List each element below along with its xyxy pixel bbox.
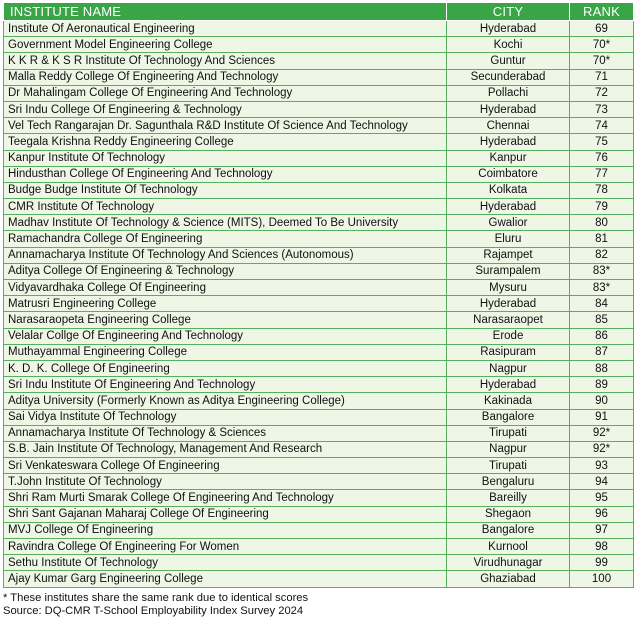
- institute-name-cell: Ramachandra College Of Engineering: [4, 231, 447, 247]
- city-cell: Surampalem: [447, 263, 570, 279]
- institute-name-cell: Teegala Krishna Reddy Engineering College: [4, 134, 447, 150]
- rank-cell: 78: [570, 182, 634, 198]
- table-row: [4, 280, 634, 296]
- footnote: * These institutes share the same rank due to identical scores: [3, 592, 309, 604]
- institute-name-cell: Ajay Kumar Garg Engineering College: [4, 571, 447, 587]
- city-cell: Kakinada: [447, 393, 570, 409]
- table-row: [4, 571, 634, 587]
- table-row: [4, 53, 634, 69]
- table-row: [4, 328, 634, 344]
- institute-name-cell: Annamacharya Institute Of Technology & Sciences: [4, 425, 447, 441]
- table-row: [4, 506, 634, 522]
- city-cell: Ghaziabad: [447, 571, 570, 587]
- rank-cell: 71: [570, 69, 634, 85]
- city-cell: Mysuru: [447, 280, 570, 296]
- table-row: [4, 37, 634, 53]
- header-institute-name: INSTITUTE NAME: [4, 3, 447, 21]
- city-cell: Eluru: [447, 231, 570, 247]
- city-cell: Pollachi: [447, 85, 570, 101]
- institute-name-cell: Muthayammal Engineering College: [4, 344, 447, 360]
- city-cell: Bangalore: [447, 522, 570, 538]
- table-row: [4, 474, 634, 490]
- rank-cell: 86: [570, 328, 634, 344]
- rank-cell: 85: [570, 312, 634, 328]
- city-cell: Bengaluru: [447, 474, 570, 490]
- institute-name-cell: Sri Indu College Of Engineering & Technology: [4, 101, 447, 117]
- table-row: [4, 85, 634, 101]
- rankings-table: [3, 2, 634, 588]
- city-cell: Secunderabad: [447, 69, 570, 85]
- rank-cell: 99: [570, 555, 634, 571]
- table-row: [4, 21, 634, 37]
- city-cell: Shegaon: [447, 506, 570, 522]
- institute-name-cell: Institute Of Aeronautical Engineering: [4, 21, 447, 37]
- rank-cell: 83*: [570, 280, 634, 296]
- city-cell: Rasipuram: [447, 344, 570, 360]
- city-cell: Bangalore: [447, 409, 570, 425]
- table-row: [4, 118, 634, 134]
- institute-name-cell: CMR Institute Of Technology: [4, 199, 447, 215]
- institute-name-cell: MVJ College Of Engineering: [4, 522, 447, 538]
- institute-name-cell: Shri Ram Murti Smarak College Of Engineering And Technology: [4, 490, 447, 506]
- rank-cell: 73: [570, 101, 634, 117]
- rankings-table-container: [3, 2, 633, 588]
- source-line: Source: DQ-CMR T-School Employability Index Survey 2024: [3, 604, 304, 617]
- institute-name-cell: Vel Tech Rangarajan Dr. Sagunthala R&D Institute Of Science And Technology: [4, 118, 447, 134]
- institute-name-cell: Malla Reddy College Of Engineering And Technology: [4, 69, 447, 85]
- header-rank: RANK: [570, 3, 634, 21]
- institute-name-cell: Sai Vidya Institute Of Technology: [4, 409, 447, 425]
- city-cell: Hyderabad: [447, 134, 570, 150]
- table-row: [4, 134, 634, 150]
- rank-cell: 77: [570, 166, 634, 182]
- table-notes: [3, 592, 308, 617]
- rank-cell: 96: [570, 506, 634, 522]
- institute-name-cell: K. D. K. College Of Engineering: [4, 360, 447, 376]
- institute-name-cell: K K R & K S R Institute Of Technology And Sciences: [4, 53, 447, 69]
- table-row: [4, 182, 634, 198]
- institute-name-cell: Kanpur Institute Of Technology: [4, 150, 447, 166]
- city-cell: Kolkata: [447, 182, 570, 198]
- table-row: [4, 409, 634, 425]
- institute-name-cell: Vidyavardhaka College Of Engineering: [4, 280, 447, 296]
- rank-cell: 74: [570, 118, 634, 134]
- table-row: [4, 458, 634, 474]
- institute-name-cell: T.John Institute Of Technology: [4, 474, 447, 490]
- institute-name-cell: Velalar Collge Of Engineering And Technology: [4, 328, 447, 344]
- rank-cell: 82: [570, 247, 634, 263]
- city-cell: Nagpur: [447, 360, 570, 376]
- city-cell: Gwalior: [447, 215, 570, 231]
- table-row: [4, 555, 634, 571]
- city-cell: Kurnool: [447, 539, 570, 555]
- rank-cell: 80: [570, 215, 634, 231]
- table-row: [4, 425, 634, 441]
- rank-cell: 72: [570, 85, 634, 101]
- rank-cell: 92*: [570, 441, 634, 457]
- table-row: [4, 199, 634, 215]
- rank-cell: 90: [570, 393, 634, 409]
- rank-cell: 70*: [570, 53, 634, 69]
- institute-name-cell: Annamacharya Institute Of Technology And Sciences (Autonomous): [4, 247, 447, 263]
- header-city: CITY: [447, 3, 570, 21]
- city-cell: Hyderabad: [447, 296, 570, 312]
- rank-cell: 100: [570, 571, 634, 587]
- city-cell: Bareilly: [447, 490, 570, 506]
- institute-name-cell: Shri Sant Gajanan Maharaj College Of Engineering: [4, 506, 447, 522]
- table-row: [4, 215, 634, 231]
- table-row: [4, 296, 634, 312]
- rank-cell: 75: [570, 134, 634, 150]
- table-row: [4, 360, 634, 376]
- table-header-row: [4, 3, 634, 21]
- city-cell: Coimbatore: [447, 166, 570, 182]
- city-cell: Hyderabad: [447, 21, 570, 37]
- institute-name-cell: Aditya University (Formerly Known as Aditya Engineering College): [4, 393, 447, 409]
- table-row: [4, 101, 634, 117]
- table-row: [4, 150, 634, 166]
- institute-name-cell: Ravindra College Of Engineering For Women: [4, 539, 447, 555]
- city-cell: Nagpur: [447, 441, 570, 457]
- city-cell: Kochi: [447, 37, 570, 53]
- rank-cell: 83*: [570, 263, 634, 279]
- table-row: [4, 441, 634, 457]
- table-row: [4, 393, 634, 409]
- rank-cell: 98: [570, 539, 634, 555]
- city-cell: Chennai: [447, 118, 570, 134]
- rank-cell: 88: [570, 360, 634, 376]
- city-cell: Kanpur: [447, 150, 570, 166]
- table-row: [4, 312, 634, 328]
- table-row: [4, 69, 634, 85]
- table-row: [4, 522, 634, 538]
- table-row: [4, 490, 634, 506]
- rank-cell: 84: [570, 296, 634, 312]
- rank-cell: 69: [570, 21, 634, 37]
- table-row: [4, 247, 634, 263]
- table-row: [4, 377, 634, 393]
- rank-cell: 70*: [570, 37, 634, 53]
- institute-name-cell: Sri Venkateswara College Of Engineering: [4, 458, 447, 474]
- institute-name-cell: Sri Indu Institute Of Engineering And Technology: [4, 377, 447, 393]
- table-row: [4, 263, 634, 279]
- rank-cell: 87: [570, 344, 634, 360]
- rank-cell: 92*: [570, 425, 634, 441]
- city-cell: Guntur: [447, 53, 570, 69]
- rank-cell: 95: [570, 490, 634, 506]
- rank-cell: 79: [570, 199, 634, 215]
- institute-name-cell: Aditya College Of Engineering & Technology: [4, 263, 447, 279]
- institute-name-cell: S.B. Jain Institute Of Technology, Management And Research: [4, 441, 447, 457]
- table-row: [4, 344, 634, 360]
- city-cell: Erode: [447, 328, 570, 344]
- city-cell: Hyderabad: [447, 199, 570, 215]
- table-row: [4, 539, 634, 555]
- rank-cell: 76: [570, 150, 634, 166]
- city-cell: Narasaraopet: [447, 312, 570, 328]
- city-cell: Tirupati: [447, 458, 570, 474]
- city-cell: Virudhunagar: [447, 555, 570, 571]
- rank-cell: 97: [570, 522, 634, 538]
- institute-name-cell: Matrusri Engineering College: [4, 296, 447, 312]
- rank-cell: 91: [570, 409, 634, 425]
- rank-cell: 89: [570, 377, 634, 393]
- rank-cell: 81: [570, 231, 634, 247]
- table-body: [4, 21, 634, 588]
- institute-name-cell: Hindusthan College Of Engineering And Technology: [4, 166, 447, 182]
- city-cell: Hyderabad: [447, 377, 570, 393]
- institute-name-cell: Government Model Engineering College: [4, 37, 447, 53]
- city-cell: Rajampet: [447, 247, 570, 263]
- institute-name-cell: Madhav Institute Of Technology & Science (MITS), Deemed To Be University: [4, 215, 447, 231]
- institute-name-cell: Budge Budge Institute Of Technology: [4, 182, 447, 198]
- institute-name-cell: Dr Mahalingam College Of Engineering And Technology: [4, 85, 447, 101]
- table-row: [4, 231, 634, 247]
- rank-cell: 94: [570, 474, 634, 490]
- city-cell: Tirupati: [447, 425, 570, 441]
- institute-name-cell: Sethu Institute Of Technology: [4, 555, 447, 571]
- institute-name-cell: Narasaraopeta Engineering College: [4, 312, 447, 328]
- city-cell: Hyderabad: [447, 101, 570, 117]
- table-row: [4, 166, 634, 182]
- rank-cell: 93: [570, 458, 634, 474]
